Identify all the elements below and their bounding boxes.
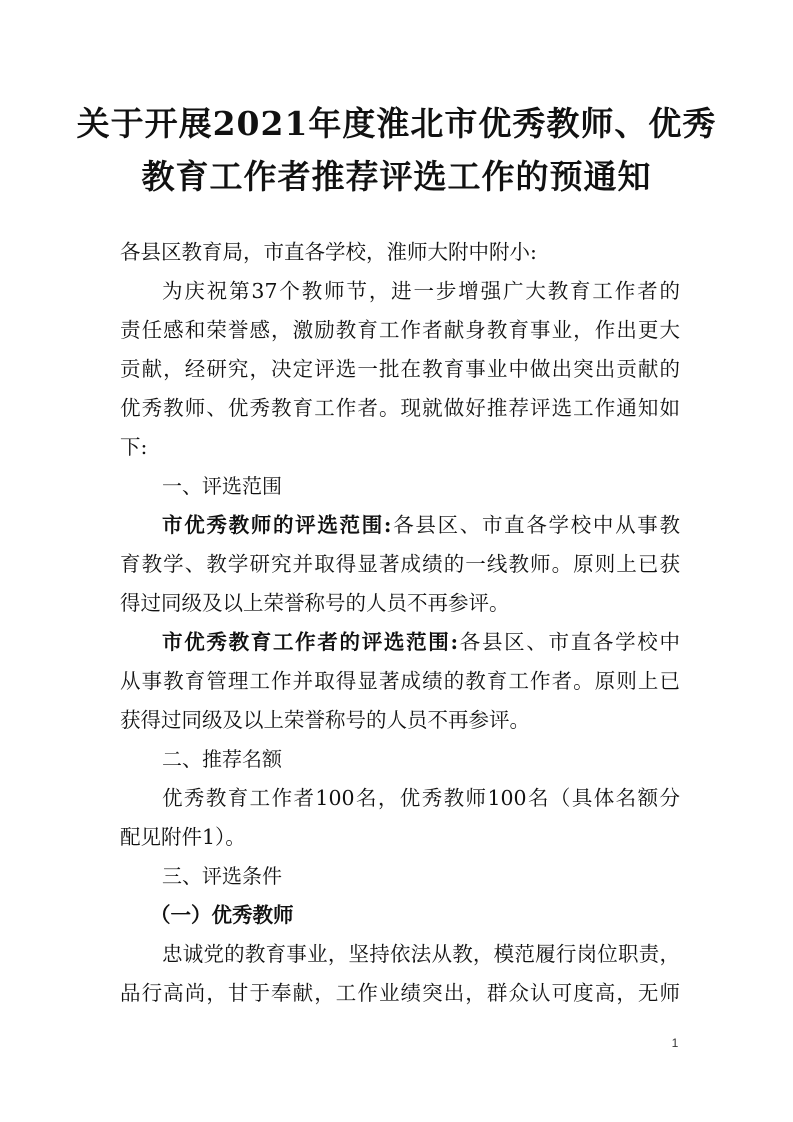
document-title-line-1: 关于开展2021年度淮北市优秀教师、优秀: [76, 104, 717, 143]
worker-scope-text: 各县区、市直各学校中: [458, 630, 681, 654]
intro-line: 贡献，经研究，决定评选一批在教育事业中做出突出贡献的: [120, 357, 680, 381]
intro-line: 优秀教师、优秀教育工作者。现就做好推荐评选工作通知如: [120, 396, 680, 420]
worker-scope-line: 获得过同级及以上荣誉称号的人员不再参评。: [120, 708, 530, 732]
teacher-scope-line: 育教学、教学研究并取得显著成绩的一线教师。原则上已获: [120, 552, 680, 576]
criteria-line: 品行高尚，甘于奉献，工作业绩突出，群众认可度高，无师: [120, 981, 680, 1005]
page-number: 1: [671, 1036, 679, 1050]
teacher-scope-first-line: [162, 509, 680, 541]
section-2-heading: 二、推荐名额: [162, 747, 282, 771]
intro-line: 责任感和荣誉感，激励教育工作者献身教育事业，作出更大: [120, 318, 680, 342]
subsection-heading: （一）优秀教师: [150, 903, 294, 927]
document-title-line-2: 教育工作者推荐评选工作的预通知: [141, 157, 652, 196]
worker-scope-first-line: [162, 626, 680, 658]
section-3-heading: 三、评选条件: [162, 864, 282, 888]
intro-line: 下:: [120, 435, 148, 459]
worker-scope-line: 从事教育管理工作并取得显著成绩的教育工作者。原则上已: [120, 669, 680, 693]
quota-line: 配见附件1）。: [120, 825, 246, 849]
teacher-scope-label: 市优秀教师的评选范围:: [162, 513, 392, 537]
teacher-scope-text: 各县区、市直各学校中从事教: [391, 513, 680, 537]
worker-scope-label: 市优秀教育工作者的评选范围:: [162, 630, 459, 654]
quota-line: 优秀教育工作者100名，优秀教师100名（具体名额分: [162, 786, 680, 810]
teacher-scope-line: 得过同级及以上荣誉称号的人员不再参评。: [120, 591, 510, 615]
section-1-heading: 一、评选范围: [162, 474, 282, 498]
criteria-line: 忠诚党的教育事业，坚持依法从教，模范履行岗位职责，: [162, 942, 680, 966]
salutation: 各县区教育局，市直各学校，淮师大附中附小:: [120, 240, 537, 264]
intro-line: 为庆祝第37个教师节，进一步增强广大教育工作者的: [162, 279, 680, 303]
